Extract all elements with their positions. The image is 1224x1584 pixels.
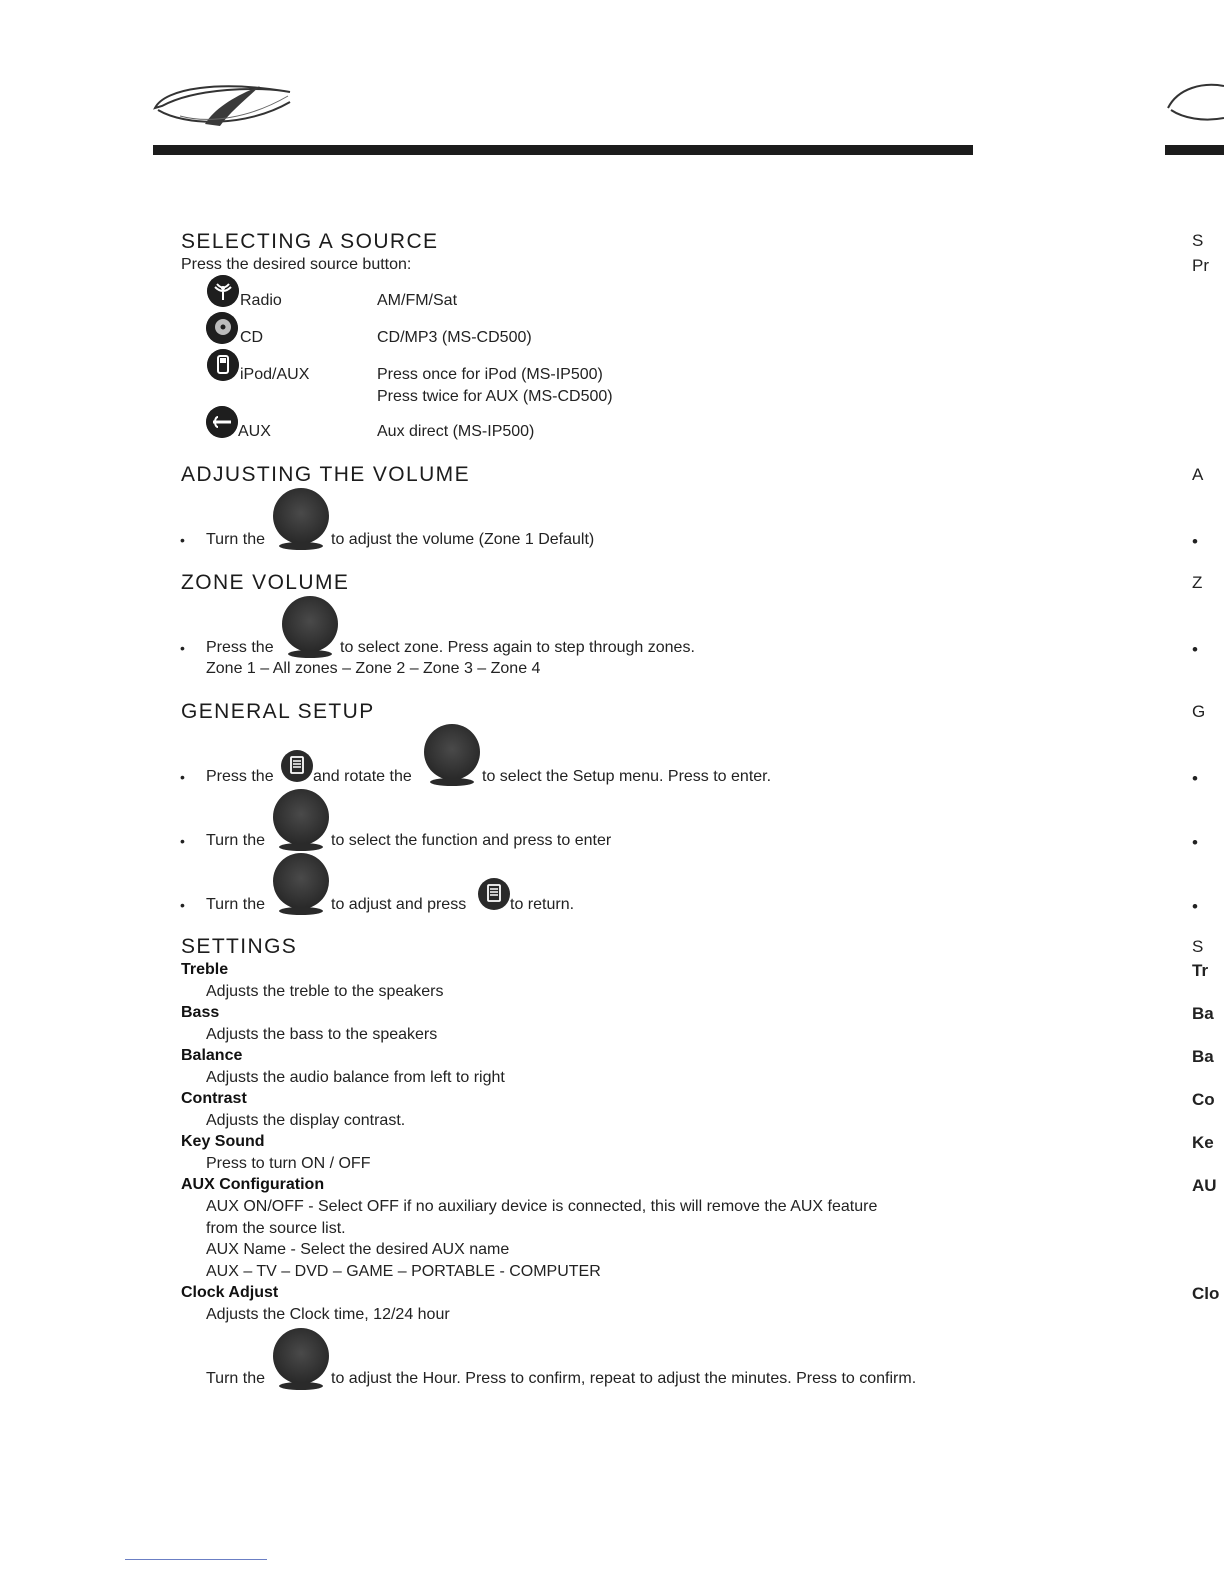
setting-key-sound-desc: Press to turn ON / OFF	[206, 1155, 371, 1172]
next-page-edge-2: Pr	[1192, 256, 1209, 275]
setup-b3-mid: to adjust and press	[331, 896, 467, 913]
volume-knob-icon[interactable]	[273, 488, 329, 544]
setting-aux-config: AUX Configuration	[181, 1176, 325, 1193]
next-page-edge-8: Ba	[1192, 1004, 1214, 1023]
volume-text-pre: Turn the	[206, 531, 265, 548]
function-knob-icon[interactable]	[273, 789, 329, 845]
zone-text-post: to select zone. Press again to step through zones.	[340, 639, 695, 656]
next-page-edge-bullet: •	[1192, 897, 1198, 916]
next-page-edge-12: AU	[1192, 1176, 1217, 1195]
setting-aux-config-desc-3: AUX Name - Select the desired AUX name	[206, 1241, 510, 1258]
source-intro: Press the desired source button:	[181, 256, 412, 273]
source-desc-aux-twice: Press twice for AUX (MS-CD500)	[377, 388, 613, 405]
antenna-icon[interactable]	[207, 275, 239, 307]
source-label-ipod-aux: iPod/AUX	[240, 366, 310, 383]
zone-text-pre: Press the	[206, 639, 274, 656]
setting-treble: Treble	[181, 961, 229, 978]
next-page-edge-1: S	[1192, 231, 1204, 250]
adjust-knob-icon[interactable]	[273, 853, 329, 909]
next-page-edge-bullet: •	[1192, 640, 1198, 659]
next-page-edge-6: S	[1192, 937, 1204, 956]
setup-b3-pre: Turn the	[206, 896, 265, 913]
next-page-edge-9: Ba	[1192, 1047, 1214, 1066]
setup-b3-post: to return.	[510, 896, 575, 913]
setting-bass: Bass	[181, 1004, 220, 1021]
setting-contrast-desc: Adjusts the display contrast.	[206, 1112, 406, 1129]
bullet: •	[180, 532, 185, 548]
next-page-edge-13: Clo	[1192, 1284, 1220, 1303]
setup-b1-pre: Press the	[206, 768, 274, 785]
setting-balance-desc: Adjusts the audio balance from left to right	[206, 1069, 505, 1086]
source-label-aux: AUX	[238, 423, 271, 440]
setting-contrast: Contrast	[181, 1090, 247, 1107]
setting-balance: Balance	[181, 1047, 243, 1064]
ipod-icon[interactable]	[207, 349, 239, 381]
bullet: •	[180, 769, 185, 785]
menu-button-icon[interactable]	[478, 878, 510, 910]
next-page-edge-bullet: •	[1192, 833, 1198, 852]
brand-swoosh-logo	[150, 78, 295, 130]
source-desc-cd: CD/MP3 (MS-CD500)	[377, 329, 532, 346]
setup-b2-post: to select the function and press to enter	[331, 832, 612, 849]
aux-cable-icon[interactable]	[206, 406, 238, 438]
zone-sequence: Zone 1 – All zones – Zone 2 – Zone 3 – Zone 4	[206, 660, 541, 677]
footer-line	[125, 1559, 267, 1560]
setting-bass-desc: Adjusts the bass to the speakers	[206, 1026, 438, 1043]
setting-aux-config-desc-4: AUX – TV – DVD – GAME – PORTABLE - COMPUTER	[206, 1263, 601, 1280]
next-page-edge-4: Z	[1192, 573, 1203, 592]
section-title-settings: SETTINGS	[181, 935, 298, 958]
bullet: •	[180, 833, 185, 849]
source-desc-ipod: Press once for iPod (MS-IP500)	[377, 366, 603, 383]
setting-clock: Clock Adjust	[181, 1284, 279, 1301]
next-page-edge-bullet: •	[1192, 532, 1198, 551]
setting-aux-config-desc-1: AUX ON/OFF - Select OFF if no auxiliary device is connected, this will remove the AUX feature	[206, 1198, 878, 1215]
next-page-edge-5: G	[1192, 702, 1206, 721]
source-desc-radio: AM/FM/Sat	[377, 292, 458, 309]
bullet: •	[180, 640, 185, 656]
clock-text-post: to adjust the Hour. Press to confirm, repeat to adjust the minutes. Press to confirm.	[331, 1370, 917, 1387]
setting-aux-config-desc-2: from the source list.	[206, 1220, 346, 1237]
source-desc-aux: Aux direct (MS-IP500)	[377, 423, 535, 440]
clock-text-pre: Turn the	[206, 1370, 265, 1387]
menu-button-icon[interactable]	[281, 750, 313, 782]
zone-knob-icon[interactable]	[282, 596, 338, 652]
section-title-selecting-source: SELECTING A SOURCE	[181, 230, 439, 253]
section-title-general-setup: GENERAL SETUP	[181, 700, 375, 723]
next-page-edge-11: Ke	[1192, 1133, 1214, 1152]
section-title-volume: ADJUSTING THE VOLUME	[181, 463, 470, 486]
brand-swoosh-logo-next-page	[1163, 78, 1224, 130]
source-label-radio: Radio	[240, 292, 282, 309]
header-rule-next-page	[1165, 145, 1224, 155]
setup-b1-mid: and rotate the	[313, 768, 412, 785]
section-title-zone-volume: ZONE VOLUME	[181, 571, 350, 594]
setting-clock-desc: Adjusts the Clock time, 12/24 hour	[206, 1306, 450, 1323]
next-page-edge-3: A	[1192, 465, 1204, 484]
setting-key-sound: Key Sound	[181, 1133, 265, 1150]
setting-treble-desc: Adjusts the treble to the speakers	[206, 983, 444, 1000]
source-label-cd: CD	[240, 329, 264, 346]
setup-b1-post: to select the Setup menu. Press to enter.	[482, 768, 772, 785]
setup-knob-icon[interactable]	[424, 724, 480, 780]
next-page-edge-10: Co	[1192, 1090, 1215, 1109]
setup-b2-pre: Turn the	[206, 832, 265, 849]
volume-text-post: to adjust the volume (Zone 1 Default)	[331, 531, 595, 548]
next-page-edge-bullet: •	[1192, 769, 1198, 788]
header-rule	[153, 145, 973, 155]
bullet: •	[180, 897, 185, 913]
clock-knob-icon[interactable]	[273, 1328, 329, 1384]
cd-icon[interactable]	[206, 312, 238, 344]
next-page-edge-7: Tr	[1192, 961, 1209, 980]
